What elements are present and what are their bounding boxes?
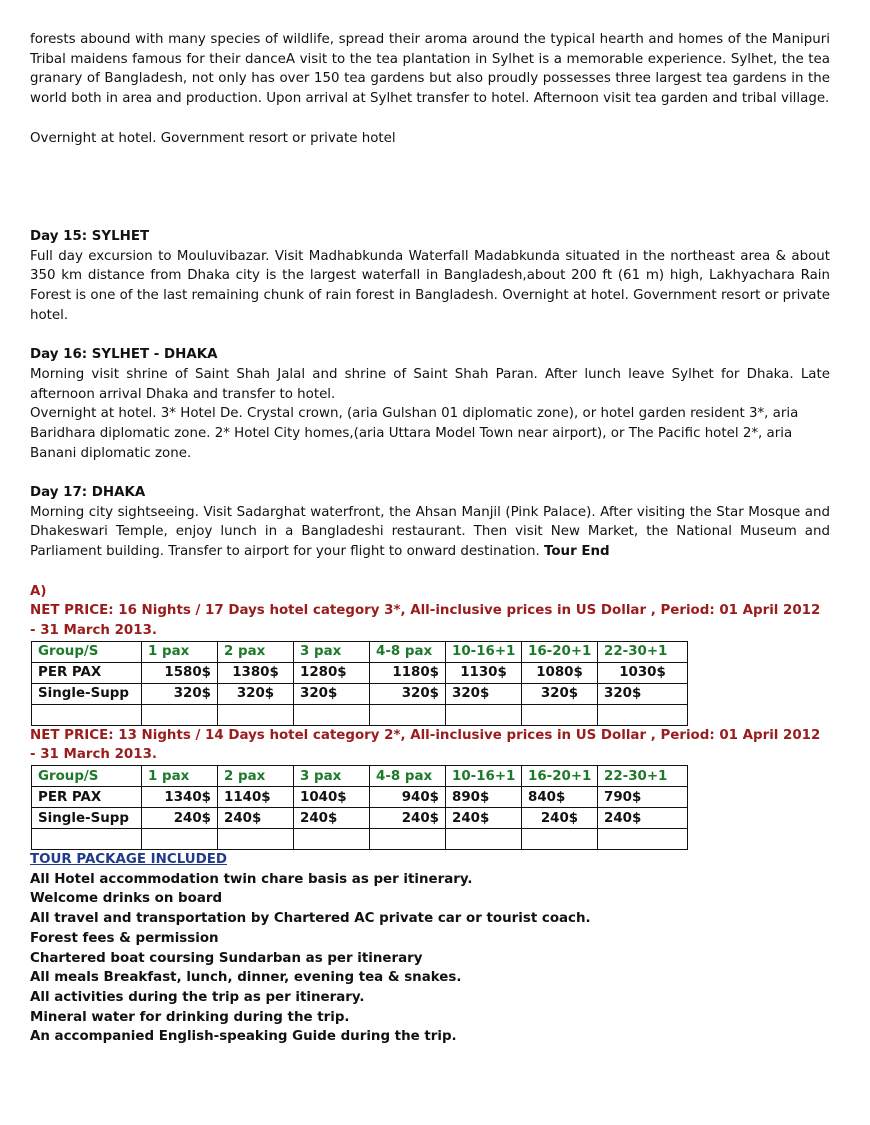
document-page — [30, 30, 830, 1047]
day-16-overnight: Overnight at hotel. 3* Hotel De. Crystal crown, (aria Gulshan 01 diplomatic zone), or hotel garden resident 3*, aria Baridhara diplomatic zone. 2* Hotel City homes,(aria Uttara Model Town near airport), or The Pacific hotel 2*, aria Banani diplomatic zone. — [30, 406, 799, 461]
table-cell: 320$ — [598, 683, 688, 704]
table-cell: 320$ — [522, 683, 598, 704]
table-cell: 1080$ — [522, 662, 598, 683]
day-16-description: Morning visit shrine of Saint Shah Jalal and shrine of Saint Shah Paran. After lunch leave Sylhet for Dhaka. Late afternoon arrival Dhaka and transfer to hotel. — [30, 366, 830, 402]
list-item: Forest fees & permission — [30, 930, 219, 946]
header-cell: Group/S — [32, 766, 142, 787]
list-item: Welcome drinks on board — [30, 891, 223, 907]
price-table-2-title: NET PRICE: 13 Nights / 14 Days hotel category 2*, All-inclusive prices in US Dollar , Period: 01 April 2012 - 31 March 2013. — [30, 727, 821, 763]
header-cell: 3 pax — [294, 641, 370, 662]
table-cell: 240$ — [598, 808, 688, 829]
table-cell: 1340$ — [142, 787, 218, 808]
table-cell — [598, 704, 688, 725]
table-cell: 890$ — [446, 787, 522, 808]
table-cell: 320$ — [294, 683, 370, 704]
table-cell: 1040$ — [294, 787, 370, 808]
table-cell: 1280$ — [294, 662, 370, 683]
header-cell: Group/S — [32, 641, 142, 662]
table-cell: 240$ — [294, 808, 370, 829]
header-cell: 10-16+1 — [446, 641, 522, 662]
list-item: Mineral water for drinking during the trip. — [30, 1009, 350, 1025]
table-cell — [32, 704, 142, 725]
table-cell: 790$ — [598, 787, 688, 808]
intro-paragraph: forests abound with many species of wildlife, spread their aroma around the typical hearth and homes of the Manipuri Tribal maidens famous for their danceA visit to the tea plantation in Sylhet is a memorable experience. Sylhet, the tea granary of Bangladesh, not only has over 150 tea gardens but also proudly possesses three largest tea gardens in the world both in area and production. Upon arrival at Sylhet transfer to hotel. Afternoon visit tea garden and tribal village. — [30, 32, 830, 107]
included-list — [30, 870, 830, 1047]
list-item: An accompanied English-speaking Guide during the trip. — [30, 1029, 457, 1045]
header-cell: 22-30+1 — [598, 641, 688, 662]
price-table-2-star — [31, 765, 688, 850]
table-cell: 1140$ — [218, 787, 294, 808]
table-cell — [370, 704, 446, 725]
list-item: All meals Breakfast, lunch, dinner, evening tea & snakes. — [30, 970, 462, 986]
table-cell: Single-Supp — [32, 808, 142, 829]
header-cell: 1 pax — [142, 641, 218, 662]
price-table-3-star — [31, 641, 688, 726]
list-item: Chartered boat coursing Sundarban as per itinerary — [30, 950, 423, 966]
table-cell: 840$ — [522, 787, 598, 808]
table-cell: 320$ — [142, 683, 218, 704]
table-cell — [218, 704, 294, 725]
list-item: All activities during the trip as per itinerary. — [30, 990, 365, 1005]
table-cell: PER PAX — [32, 662, 142, 683]
table-cell: 240$ — [446, 808, 522, 829]
table-header-row — [32, 766, 688, 787]
table-cell: 320$ — [370, 683, 446, 704]
table-cell: 1130$ — [446, 662, 522, 683]
header-cell: 4-8 pax — [370, 641, 446, 662]
day-16-title: Day 16: SYLHET - DHAKA — [30, 347, 218, 363]
table-cell: 320$ — [218, 683, 294, 704]
day-17-description — [30, 503, 830, 562]
day-17-text: Morning city sightseeing. Visit Sadarghat waterfront, the Ahsan Manjil (Pink Palace). After visiting the Star Mosque and Dhakeswari Temple, enjoy lunch in a Bangladeshi restaurant. Then visit New Market, the National Museum and Parliament building. Transfer to airport for your flight to onward destination. — [30, 504, 830, 560]
table-cell — [370, 829, 446, 850]
table-cell: 1580$ — [142, 662, 218, 683]
table-cell — [294, 704, 370, 725]
table-row — [32, 808, 688, 829]
table-cell: 240$ — [142, 808, 218, 829]
table-cell — [142, 704, 218, 725]
header-cell: 3 pax — [294, 766, 370, 787]
table-cell — [294, 829, 370, 850]
table-cell — [522, 704, 598, 725]
table-cell — [32, 829, 142, 850]
table-cell: 1380$ — [218, 662, 294, 683]
table-cell: 240$ — [370, 808, 446, 829]
table-cell — [598, 829, 688, 850]
header-cell: 2 pax — [218, 641, 294, 662]
table-row-empty — [32, 829, 688, 850]
header-cell: 2 pax — [218, 766, 294, 787]
table-cell: 1030$ — [598, 662, 688, 683]
table-cell: PER PAX — [32, 787, 142, 808]
header-cell: 16-20+1 — [522, 641, 598, 662]
price-table-1-title: NET PRICE: 16 Nights / 17 Days hotel category 3*, All-inclusive prices in US Dollar , Period: 01 April 2012 - 31 March 2013. — [30, 603, 821, 638]
header-cell: 10-16+1 — [446, 766, 522, 787]
tour-end-label: Tour End — [543, 544, 610, 560]
list-item: All travel and transportation by Chartered AC private car or tourist coach. — [30, 911, 591, 927]
included-title: TOUR PACKAGE INCLUDED — [30, 852, 228, 868]
table-cell — [142, 829, 218, 850]
table-cell — [218, 829, 294, 850]
header-cell: 4-8 pax — [370, 766, 446, 787]
table-cell: 320$ — [446, 683, 522, 704]
day-17-title: Day 17: DHAKA — [30, 485, 146, 501]
table-cell: 240$ — [522, 808, 598, 829]
header-cell: 22-30+1 — [598, 766, 688, 787]
table-cell — [446, 704, 522, 725]
pricing-label: A) — [30, 583, 47, 599]
table-cell: 1180$ — [370, 662, 446, 683]
table-row — [32, 787, 688, 808]
list-item: All Hotel accommodation twin chare basis as per itinerary. — [30, 871, 473, 887]
table-row — [32, 683, 688, 704]
day-15-title: Day 15: SYLHET — [30, 228, 150, 244]
table-cell — [522, 829, 598, 850]
table-row-empty — [32, 704, 688, 725]
table-row — [32, 662, 688, 683]
day-15-description: Full day excursion to Mouluvibazar. Visit Madhabkunda Waterfall Madabkunda situated in the northeast area & about 350 km distance from Dhaka city is the largest waterfall in Bangladesh,about 200 ft (61 m) high, Lakhyachara Rain Forest is one of the last remaining chunk of rain forest in Bangladesh. Overnight at hotel. Government resort or private hotel. — [30, 248, 830, 323]
table-cell: 940$ — [370, 787, 446, 808]
intro-overnight: Overnight at hotel. Government resort or private hotel — [30, 130, 396, 146]
header-cell: 1 pax — [142, 766, 218, 787]
table-cell — [446, 829, 522, 850]
table-header-row — [32, 641, 688, 662]
header-cell: 16-20+1 — [522, 766, 598, 787]
table-cell: 240$ — [218, 808, 294, 829]
table-cell: Single-Supp — [32, 683, 142, 704]
